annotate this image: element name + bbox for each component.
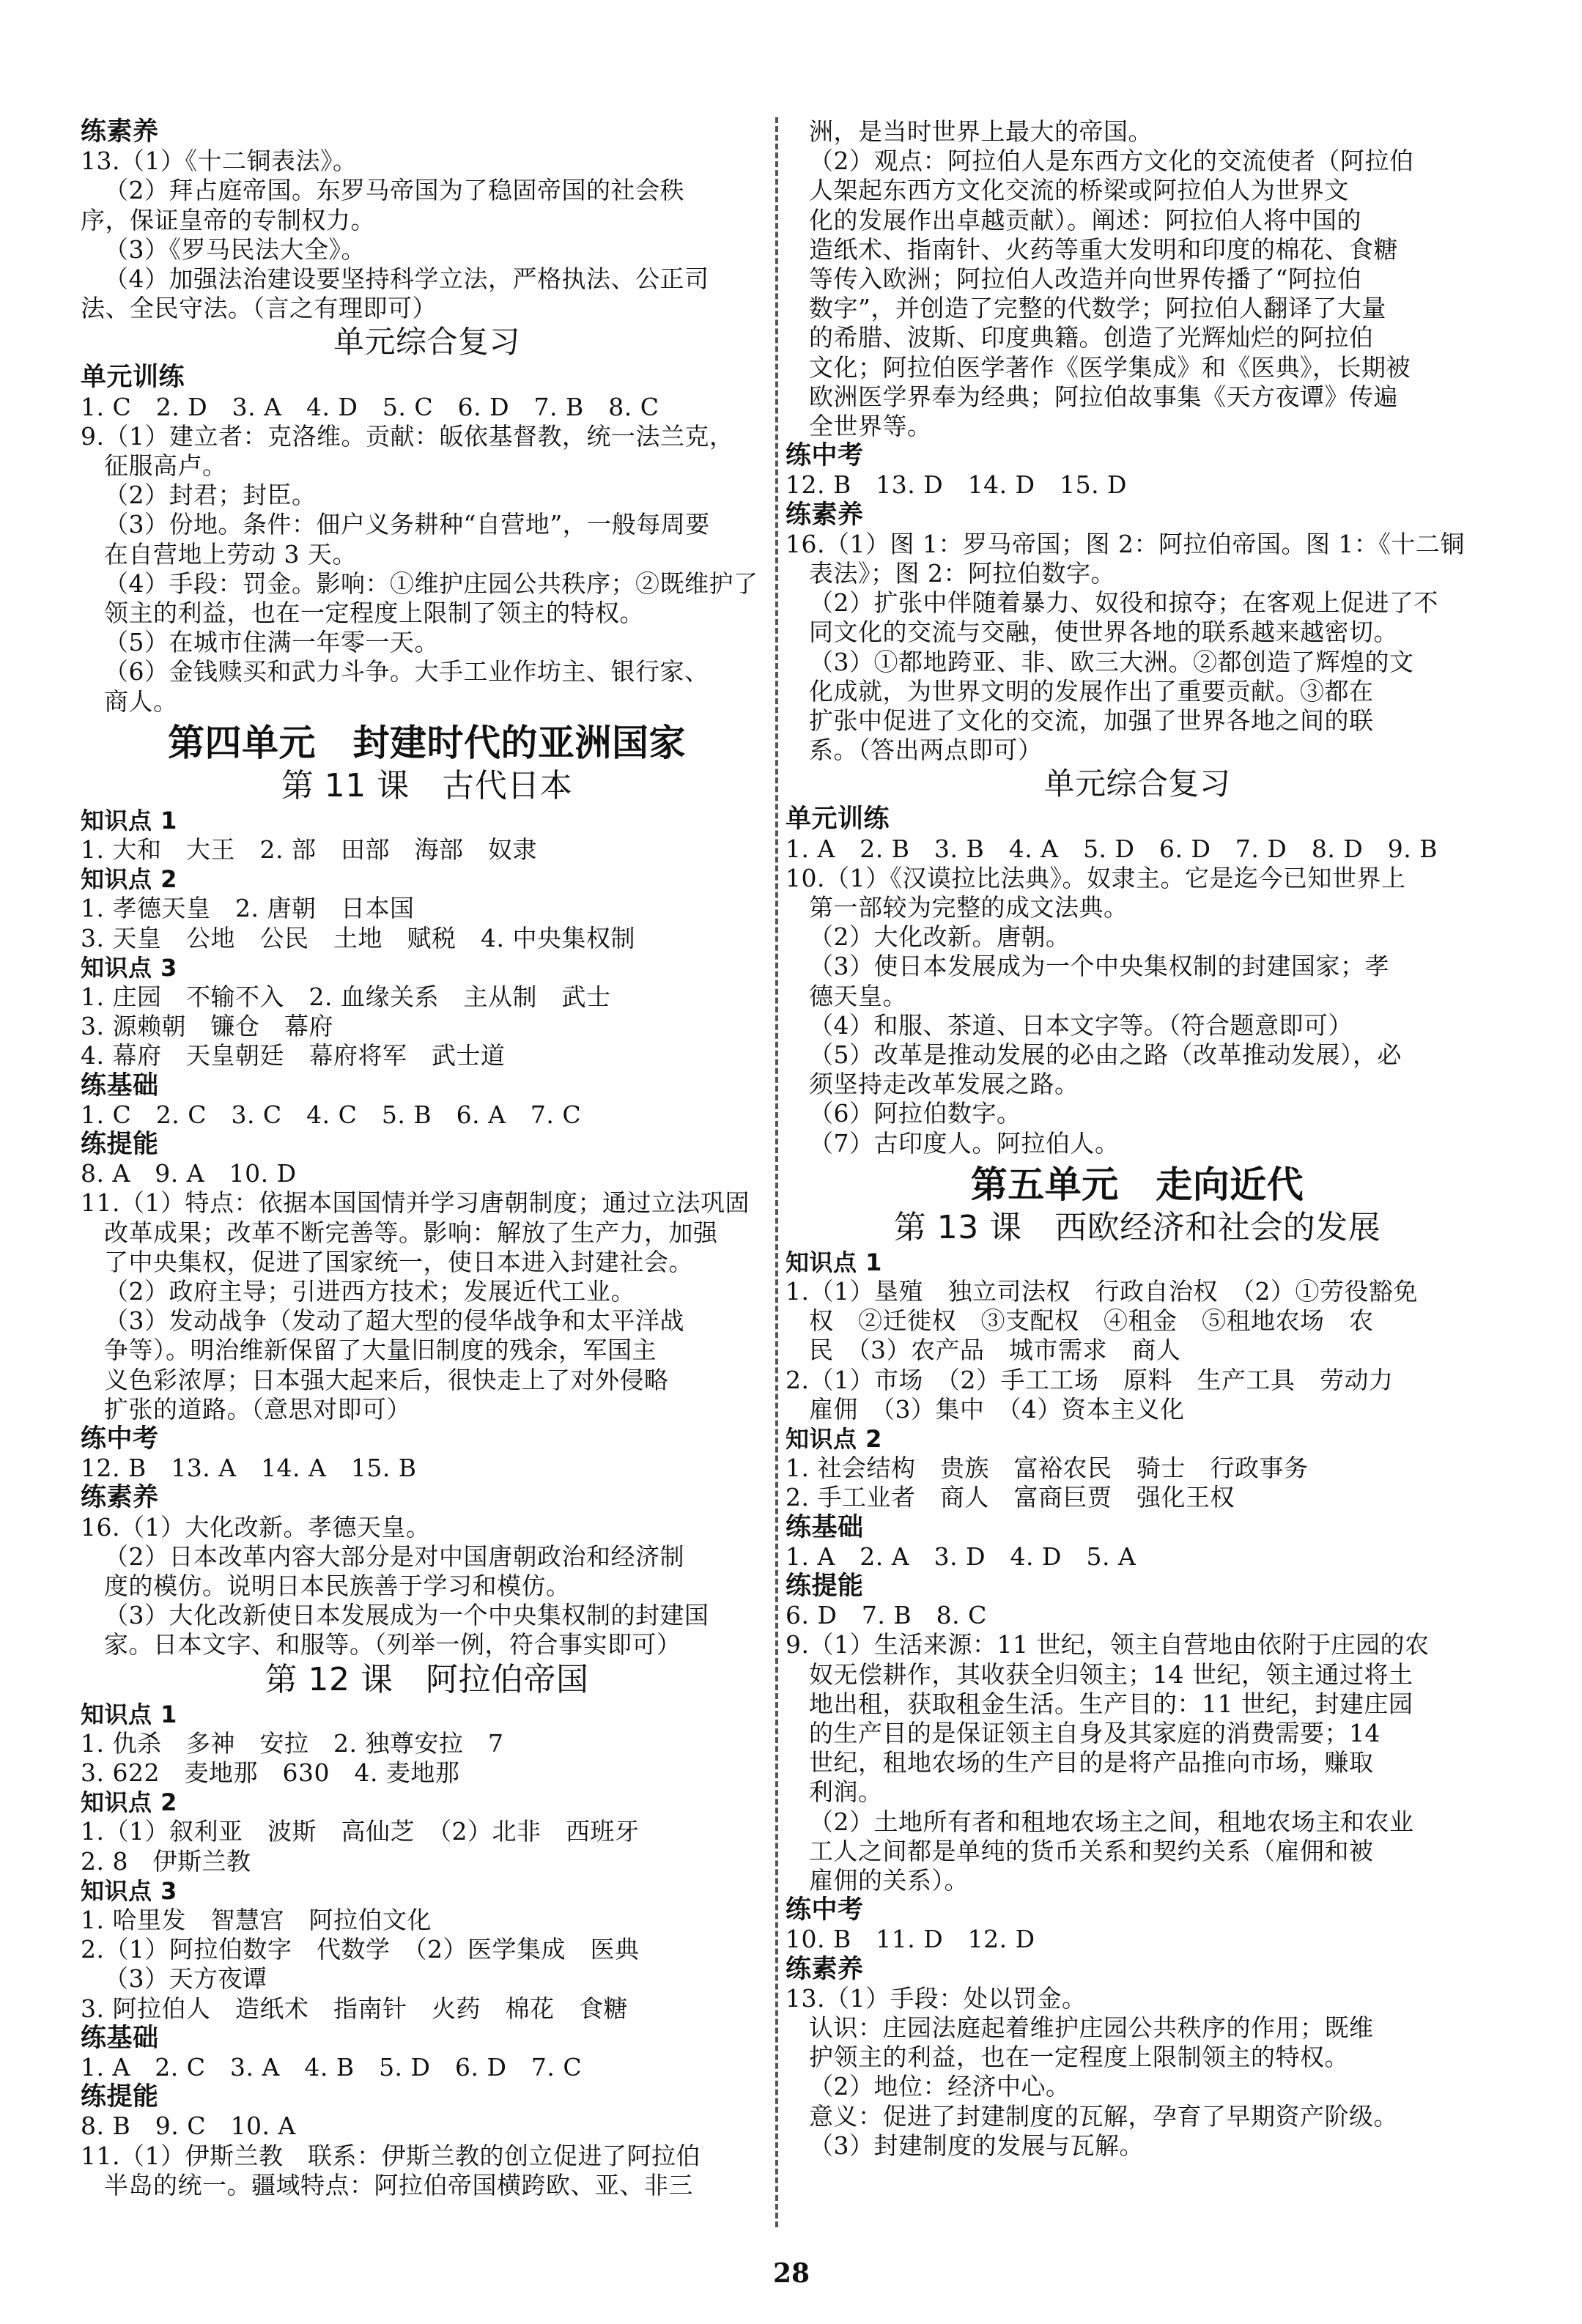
left-line: 知识点 1	[81, 1700, 177, 1728]
right-line: （2）大化改新。唐朝。	[809, 922, 1071, 952]
right-line: 练素养	[786, 1954, 864, 1984]
left-line: 1. 大和 大王 2. 部 田部 海部 奴隶	[81, 835, 537, 864]
left-line: 扩张的道路。（意思对即可）	[104, 1394, 411, 1424]
right-line: 民 （3）农产品 城市需求 商人	[809, 1336, 1181, 1365]
right-line: 表法》；图 2：阿拉伯数字。	[809, 559, 1115, 588]
right-line: 化的发展作出卓越贡献）。阐述：阿拉伯人将中国的	[809, 205, 1361, 234]
left-line: （3）《罗马民法大全》。	[104, 234, 366, 264]
left-line: 1. C 2. C 3. C 4. C 5. B 6. A 7. C	[81, 1100, 582, 1129]
left-line: 1. 仇杀 多神 安拉 2. 独尊安拉 7	[81, 1728, 504, 1758]
left-line: 练提能	[81, 1130, 159, 1159]
left-line: 4. 幕府 天皇朝廷 幕府将军 武士道	[81, 1041, 506, 1070]
right-line: 等传入欧洲；阿拉伯人改造并向世界传播了“阿拉伯	[809, 264, 1362, 293]
right-line: 2.（1）市场 （2）手工工场 原料 生产工具 劳动力	[786, 1365, 1394, 1394]
right-line: 德天皇。	[809, 981, 907, 1010]
right-line: 2. 手工业者 商人 富商巨贾 强化王权	[786, 1483, 1235, 1512]
right-line: 化成就，为世界文明的发展作出了重要贡献。③都在	[809, 676, 1374, 706]
left-line: 1. 庄园 不输不入 2. 血缘关系 主从制 武士	[81, 982, 611, 1011]
right-line: 雇佣的关系）。	[809, 1866, 969, 1895]
right-line: 1. 社会结构 贵族 富裕农民 骑士 行政事务	[786, 1454, 1309, 1483]
right-line: （2）扩张中伴随着暴力、奴役和掠夺；在客观上促进了不	[809, 588, 1438, 618]
left-line: 3. 天皇 公地 公民 土地 赋税 4. 中央集权制	[81, 923, 635, 952]
left-line: 知识点 3	[81, 953, 177, 982]
left-line: （3）大化改新使日本发展成为一个中央集权制的封建国	[104, 1601, 709, 1630]
left-line: （3）份地。条件：佃户义务耕种“自营地”，一般每周要	[104, 510, 710, 539]
right-line: 系。（答出两点即可）	[809, 736, 1043, 765]
right-line: 洲，是当时世界上最大的帝国。	[809, 117, 1153, 146]
left-line: 知识点 2	[81, 1788, 177, 1817]
left-line: 家。日本文字、和服等。（列举一例，符合事实即可）	[104, 1630, 681, 1659]
right-line: 第一部较为完整的成文法典。	[809, 893, 1128, 922]
left-line: 在自营地上劳动 3 天。	[104, 539, 357, 569]
left-line: 练提能	[81, 2082, 159, 2112]
right-line: 练中考	[786, 1895, 864, 1925]
right-line: 世纪，租地农场的生产目的是将产品推向市场，赚取	[809, 1748, 1374, 1777]
left-line: 练中考	[81, 1424, 159, 1454]
left-line: 1. 孝德天皇 2. 唐朝 日本国	[81, 894, 415, 923]
left-line: 1. A 2. C 3. A 4. B 5. D 6. D 7. C	[81, 2053, 583, 2081]
right-line: 认识：庄园法庭起着维护庄园公共秩序的作用；既维	[809, 2013, 1374, 2042]
left-line: （4）加强法治建设要坚持科学立法，严格执法、公正司	[104, 264, 709, 293]
left-line: 3. 阿拉伯人 造纸术 指南针 火药 棉花 食糖	[81, 1994, 628, 2023]
left-line: 9.（1）建立者：克洛维。贡献：皈依基督教，统一法兰克，	[81, 421, 734, 451]
left-line: 11.（1）特点：依据本国国情并学习唐朝制度；通过立法巩固	[81, 1188, 750, 1218]
left-line: 练素养	[81, 117, 159, 147]
left-line: 半岛的统一。疆域特点：阿拉伯帝国横跨欧、亚、非三	[104, 2170, 693, 2199]
left-line: 法、全民守法。（言之有理即可）	[81, 294, 437, 323]
left-line: （3）天方夜谭	[104, 1964, 267, 1994]
right-line: 1. A 2. A 3. D 4. D 5. A	[786, 1542, 1136, 1571]
right-line: （3）封建制度的发展与瓦解。	[809, 2131, 1144, 2160]
left-line: 单元综合复习	[333, 324, 520, 360]
right-line: （3）①都地跨亚、非、欧三大洲。②都创造了辉煌的文	[809, 647, 1414, 676]
right-line: 同文化的交流与交融，使世界各地的联系越来越密切。	[809, 618, 1398, 647]
right-line: 知识点 1	[786, 1248, 882, 1276]
right-line: 1.（1）垦殖 独立司法权 行政自治权 （2）①劳役豁免	[786, 1277, 1418, 1306]
right-line: 知识点 2	[786, 1425, 882, 1453]
left-line: 度的模仿。说明日本民族善于学习和模仿。	[104, 1572, 571, 1600]
right-line: 第五单元 走向近代	[970, 1163, 1304, 1206]
right-line: 9.（1）生活来源：11 世纪，领主自营地由依附于庄园的农	[786, 1630, 1430, 1659]
left-line: （3）发动战争（发动了超大型的侵华战争和太平洋战	[104, 1306, 684, 1336]
right-line: 雇佣 （3）集中 （4）资本主义化	[809, 1394, 1185, 1424]
right-line: 扩张中促进了文化的交流，加强了世界各地之间的联	[809, 706, 1374, 735]
left-line: 领主的利益，也在一定程度上限制了领主的特权。	[104, 599, 644, 627]
left-line: 练素养	[81, 1483, 159, 1513]
right-line: （2）土地所有者和租地农场主之间，租地农场主和农业	[809, 1807, 1414, 1836]
left-line: 3. 源赖朝 镰仓 幕府	[81, 1012, 333, 1041]
left-line: 单元训练	[81, 363, 185, 393]
right-line: （2）地位：经济中心。	[809, 2072, 1071, 2101]
left-line: 11.（1）伊斯兰教 联系：伊斯兰教的创立促进了阿拉伯	[81, 2141, 701, 2170]
left-line: 第 12 课 阿拉伯帝国	[265, 1660, 589, 1698]
left-line: 商人。	[104, 687, 178, 716]
right-line: 人架起东西方文化交流的桥梁或阿拉伯人为世界文	[809, 176, 1349, 205]
left-line: 13.（1）《十二铜表法》。	[81, 147, 358, 176]
right-line: 单元训练	[786, 804, 890, 835]
left-line: （2）拜占庭帝国。东罗马帝国为了稳固帝国的社会秩	[104, 176, 684, 205]
right-line: 造纸术、指南针、火药等重大发明和印度的棉花、食糖	[809, 234, 1398, 264]
left-line: （2）政府主导；引进西方技术；发展近代工业。	[104, 1277, 635, 1306]
right-line: （4）和服、茶道、日本文字等。（符合题意即可）	[809, 1010, 1353, 1040]
right-line: （5）改革是推动发展的必由之路（改革推动发展），必	[809, 1040, 1402, 1069]
right-line: （3）使日本发展成为一个中央集权制的封建国家；孝	[809, 952, 1389, 981]
right-line: 单元综合复习	[1043, 766, 1231, 802]
left-line: 义色彩浓厚；日本强大起来后，很快走上了对外侵略	[104, 1365, 669, 1394]
right-line: （2）观点：阿拉伯人是东西方文化的交流使者（阿拉伯	[809, 147, 1414, 176]
left-line: 练基础	[81, 1070, 159, 1100]
right-line: 12. B 13. D 14. D 15. D	[786, 470, 1128, 500]
left-line: 8. B 9. C 10. A	[81, 2112, 296, 2141]
right-line: 文化；阿拉伯医学著作《医学集成》和《医典》，长期被	[809, 352, 1411, 382]
right-line: 地出租，获取租金生活。生产目的：11 世纪，封建庄园	[809, 1689, 1413, 1718]
right-line: 10.（1）《汉谟拉比法典》。奴隶主。它是迄今已知世界上	[786, 863, 1406, 892]
right-line: （6）阿拉伯数字。	[809, 1099, 1021, 1128]
right-line: 10. B 11. D 12. D	[786, 1925, 1035, 1954]
right-line: 护领主的利益，也在一定程度上限制领主的特权。	[809, 2043, 1349, 2072]
right-line: 数字”，并创造了完整的代数学；阿拉伯人翻译了大量	[809, 294, 1386, 323]
left-line: 1. C 2. D 3. A 4. D 5. C 6. D 7. B 8. C	[81, 392, 659, 421]
left-line: 第四单元 封建时代的亚洲国家	[168, 721, 686, 764]
left-line: 序，保证皇帝的专制权力。	[81, 205, 375, 234]
column-divider	[775, 117, 778, 2227]
right-line: 13.（1）手段：处以罚金。	[786, 1983, 1087, 2013]
right-line: 练提能	[786, 1572, 864, 1601]
right-line: 练基础	[786, 1512, 864, 1542]
left-line: 16.（1）大化改新。孝德天皇。	[81, 1512, 431, 1542]
left-line: 知识点 2	[81, 865, 177, 894]
left-line: 12. B 13. A 14. A 15. B	[81, 1454, 417, 1483]
left-line: 知识点 1	[81, 806, 177, 835]
right-line: 练中考	[786, 441, 864, 471]
left-line: （6）金钱赎买和武力斗争。大手工业作坊主、银行家、	[104, 657, 709, 687]
right-line: （7）古印度人。阿拉伯人。	[809, 1128, 1120, 1158]
page-number: 28	[772, 2258, 810, 2289]
right-line: 的生产目的是保证领主自身及其家庭的消费需要；14	[809, 1719, 1380, 1747]
left-line: 争等）。明治维新保留了大量旧制度的残余，军国主	[104, 1336, 657, 1365]
right-line: 1. A 2. B 3. B 4. A 5. D 6. D 7. D 8. D 9. B	[786, 834, 1438, 863]
right-line: 6. D 7. B 8. C	[786, 1601, 987, 1630]
left-line: 1. 哈里发 智慧宫 阿拉伯文化	[81, 1906, 432, 1934]
right-line: 意义：促进了封建制度的瓦解，孕育了早期资产阶级。	[809, 2101, 1398, 2131]
right-line: 奴无偿耕作，其收获全归领主；14 世纪，领主通过将土	[809, 1659, 1413, 1689]
right-line: 的希腊、波斯、印度典籍。创造了光辉灿烂的阿拉伯	[809, 323, 1374, 352]
left-line: 了中央集权，促进了国家统一，使日本进入封建社会。	[104, 1247, 693, 1276]
left-line: 2.（1）阿拉伯数字 代数学 （2）医学集成 医典	[81, 1935, 640, 1964]
right-line: 欧洲医学界奉为经典；阿拉伯故事集《天方夜谭》传遍	[809, 382, 1398, 411]
left-line: （2）封君；封臣。	[104, 481, 317, 510]
right-line: 工人之间都是单纯的货币关系和契约关系（雇佣和被	[809, 1836, 1374, 1865]
left-line: 8. A 9. A 10. D	[81, 1159, 297, 1188]
right-line: 第 13 课 西欧经济和社会的发展	[893, 1208, 1381, 1246]
left-line: 改革成果；改革不断完善等。影响：解放了生产力，加强	[104, 1218, 718, 1247]
right-line: 利润。	[809, 1777, 883, 1807]
left-line: 第 11 课 古代日本	[281, 766, 573, 804]
left-line: （4）手段：罚金。影响：①维护庄园公共秩序；②既维护了	[104, 569, 758, 598]
left-line: 3. 622 麦地那 630 4. 麦地那	[81, 1758, 460, 1787]
right-line: 全世界等。	[809, 412, 932, 440]
right-line: 须坚持走改革发展之路。	[809, 1070, 1079, 1099]
left-line: 征服高卢。	[104, 451, 227, 480]
right-line: 16.（1）图 1：罗马帝国；图 2：阿拉伯帝国。图 1：《十二铜	[786, 529, 1465, 558]
left-line: 2. 8 伊斯兰教	[81, 1846, 251, 1876]
left-line: 练基础	[81, 2023, 159, 2053]
left-line: （2）日本改革内容大部分是对中国唐朝政治和经济制	[104, 1542, 684, 1571]
left-line: 知识点 3	[81, 1876, 177, 1905]
right-line: 练素养	[786, 500, 864, 530]
right-line: 权 ②迁徙权 ③支配权 ④租金 ⑤租地农场 农	[809, 1306, 1374, 1336]
left-line: （5）在城市住满一年零一天。	[104, 628, 439, 657]
left-line: 1.（1）叙利亚 波斯 高仙芝 （2）北非 西班牙	[81, 1817, 640, 1846]
